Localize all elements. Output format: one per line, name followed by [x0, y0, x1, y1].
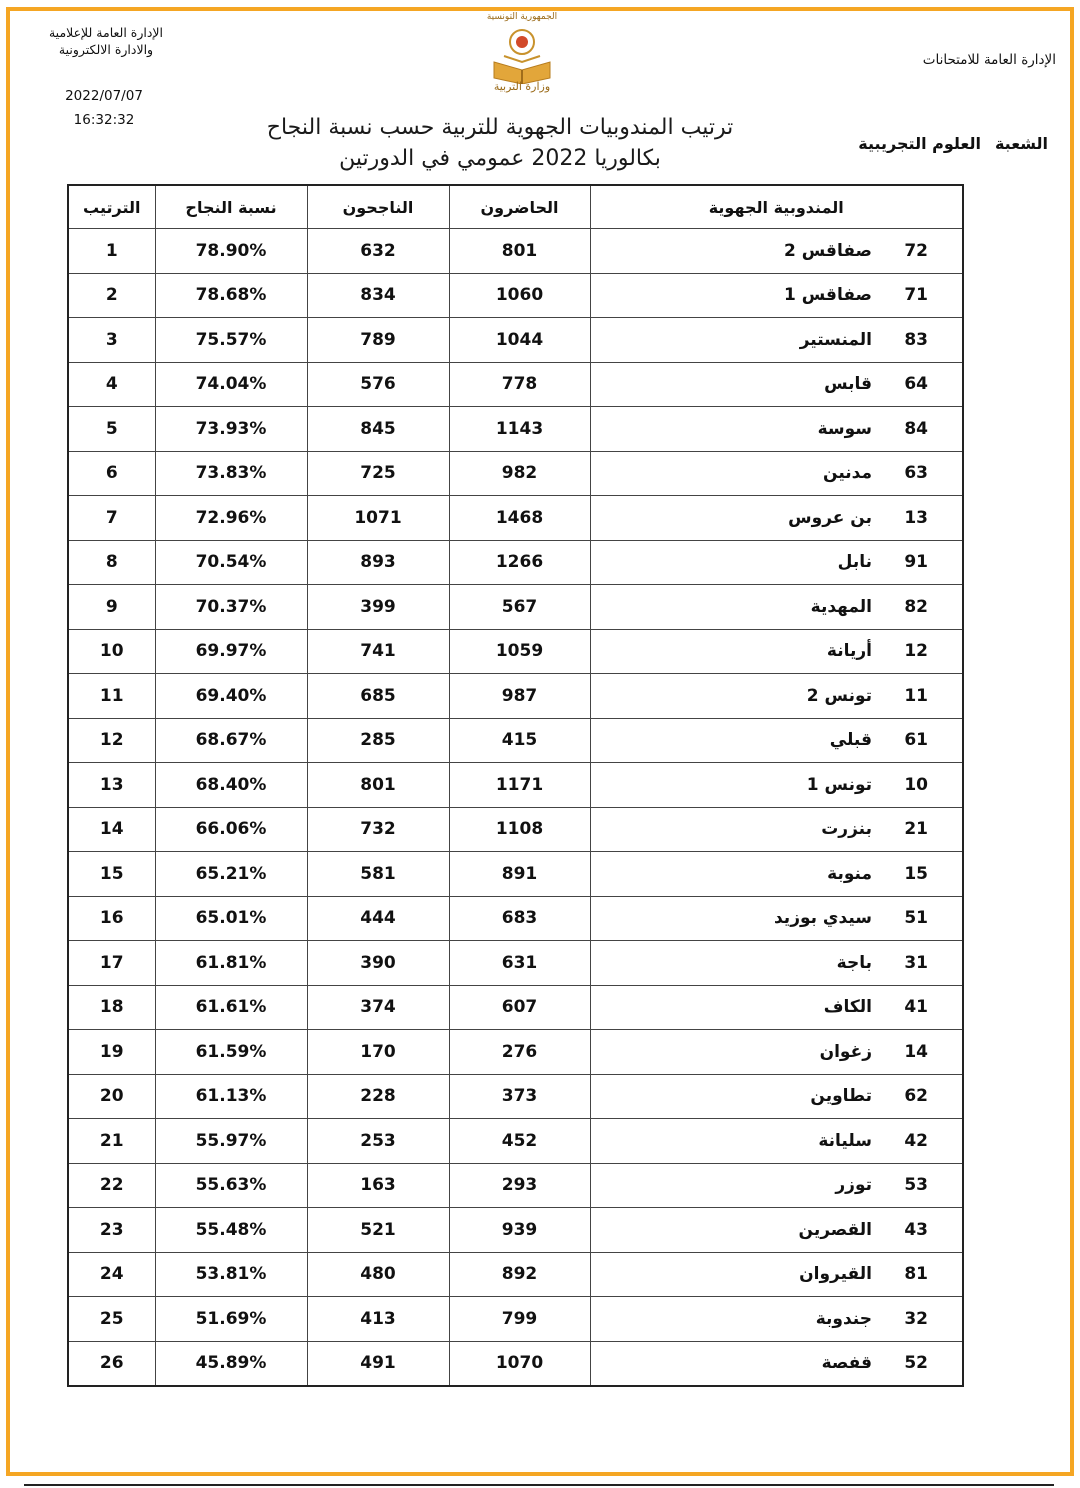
- emblem-icon: [490, 22, 554, 84]
- region-name: بنزرت: [821, 819, 872, 840]
- present-cell: 1143: [449, 407, 590, 452]
- rank-cell: 5: [68, 407, 155, 452]
- region-name: نابل: [837, 552, 872, 573]
- table-row: [68, 407, 963, 452]
- rate-cell: 69.40%: [155, 674, 307, 719]
- table-row: [68, 629, 963, 674]
- ministry-emblem: [482, 12, 562, 112]
- branch-label: الشعبة: [994, 134, 1048, 153]
- region-name: القصرين: [798, 1219, 872, 1240]
- present-cell: 1070: [449, 1341, 590, 1386]
- table-row: [68, 941, 963, 986]
- rank-cell: 15: [68, 852, 155, 897]
- present-cell: 415: [449, 718, 590, 763]
- table-row: [68, 674, 963, 719]
- region-cell: [590, 1297, 963, 1342]
- rate-cell: 73.83%: [155, 451, 307, 496]
- table-row: [68, 273, 963, 318]
- rank-cell: 18: [68, 985, 155, 1030]
- region-name: المنستير: [799, 329, 872, 350]
- table-row: [68, 1163, 963, 1208]
- rank-cell: 25: [68, 1297, 155, 1342]
- present-cell: 452: [449, 1119, 590, 1164]
- passed-cell: 685: [307, 674, 449, 719]
- region-code: 53: [904, 1175, 928, 1196]
- region-name: سليانة: [818, 1130, 872, 1151]
- rank-cell: 14: [68, 807, 155, 852]
- rate-cell: 61.61%: [155, 985, 307, 1030]
- present-cell: 1060: [449, 273, 590, 318]
- rate-cell: 55.63%: [155, 1163, 307, 1208]
- region-cell: [590, 318, 963, 363]
- results-table: [67, 184, 964, 1387]
- region-cell: [590, 985, 963, 1030]
- title-line1: ترتيب المندوبيات الجهوية للتربية حسب نسبة النجاح: [266, 115, 734, 140]
- region-code: 41: [904, 997, 928, 1018]
- rank-cell: 23: [68, 1208, 155, 1253]
- region-cell: [590, 496, 963, 541]
- table-row: [68, 318, 963, 363]
- header-region: المندوبية الجهوية: [590, 185, 963, 229]
- rate-cell: 75.57%: [155, 318, 307, 363]
- time-text: 16:32:32: [73, 112, 135, 128]
- region-cell: [590, 451, 963, 496]
- header-rank: الترتيب: [68, 185, 155, 229]
- present-cell: 939: [449, 1208, 590, 1253]
- region-name: قابس: [824, 374, 872, 395]
- passed-cell: 725: [307, 451, 449, 496]
- table-row: [68, 540, 963, 585]
- rank-cell: 21: [68, 1119, 155, 1164]
- present-cell: 778: [449, 362, 590, 407]
- rate-cell: 45.89%: [155, 1341, 307, 1386]
- present-cell: 293: [449, 1163, 590, 1208]
- table-row: [68, 807, 963, 852]
- region-name: بن عروس: [788, 507, 872, 528]
- region-code: 13: [904, 507, 928, 528]
- region-name: زغوان: [819, 1041, 872, 1062]
- region-name: الكاف: [823, 997, 872, 1018]
- region-cell: [590, 1074, 963, 1119]
- region-code: 91: [904, 552, 928, 573]
- region-cell: [590, 1208, 963, 1253]
- passed-cell: 789: [307, 318, 449, 363]
- rank-cell: 16: [68, 896, 155, 941]
- region-cell: [590, 718, 963, 763]
- region-code: 52: [904, 1353, 928, 1374]
- document-title: [150, 112, 850, 174]
- present-cell: 1266: [449, 540, 590, 585]
- present-cell: 567: [449, 585, 590, 630]
- region-cell: [590, 852, 963, 897]
- region-code: 81: [904, 1264, 928, 1285]
- table-row: [68, 1297, 963, 1342]
- table-row: [68, 1030, 963, 1075]
- region-name: جندوبة: [815, 1308, 872, 1329]
- rate-cell: 78.90%: [155, 229, 307, 274]
- region-code: 21: [904, 819, 928, 840]
- present-cell: 892: [449, 1252, 590, 1297]
- region-name: صفاقس 1: [784, 285, 872, 306]
- rank-cell: 8: [68, 540, 155, 585]
- rank-cell: 7: [68, 496, 155, 541]
- region-name: سيدي بوزيد: [773, 908, 872, 929]
- region-cell: [590, 1030, 963, 1075]
- issuer-right: الإدارة العامة للامتحانات: [922, 52, 1056, 68]
- table-row: [68, 362, 963, 407]
- region-cell: [590, 674, 963, 719]
- passed-cell: 374: [307, 985, 449, 1030]
- region-name: مدنين: [823, 463, 872, 484]
- table-row: [68, 1208, 963, 1253]
- rate-cell: 66.06%: [155, 807, 307, 852]
- rank-cell: 1: [68, 229, 155, 274]
- present-cell: 982: [449, 451, 590, 496]
- rate-cell: 55.48%: [155, 1208, 307, 1253]
- present-cell: 631: [449, 941, 590, 986]
- rank-cell: 19: [68, 1030, 155, 1075]
- header-passed: الناجحون: [307, 185, 449, 229]
- rate-cell: 78.68%: [155, 273, 307, 318]
- region-code: 61: [904, 730, 928, 751]
- rate-cell: 74.04%: [155, 362, 307, 407]
- rate-cell: 51.69%: [155, 1297, 307, 1342]
- present-cell: 276: [449, 1030, 590, 1075]
- region-cell: [590, 1163, 963, 1208]
- rate-cell: 70.37%: [155, 585, 307, 630]
- table-row: [68, 229, 963, 274]
- passed-cell: 741: [307, 629, 449, 674]
- present-cell: 1059: [449, 629, 590, 674]
- rank-cell: 4: [68, 362, 155, 407]
- table-row: [68, 585, 963, 630]
- region-code: 83: [904, 329, 928, 350]
- region-name: قبلي: [829, 730, 872, 751]
- rate-cell: 61.13%: [155, 1074, 307, 1119]
- header-present: الحاضرون: [449, 185, 590, 229]
- passed-cell: 228: [307, 1074, 449, 1119]
- present-cell: 1044: [449, 318, 590, 363]
- table-row: [68, 1341, 963, 1386]
- passed-cell: 413: [307, 1297, 449, 1342]
- region-code: 72: [904, 240, 928, 261]
- table-row: [68, 852, 963, 897]
- region-code: 62: [904, 1086, 928, 1107]
- passed-cell: 253: [307, 1119, 449, 1164]
- region-name: أريانة: [826, 641, 872, 662]
- region-name: القيروان: [799, 1264, 872, 1285]
- region-code: 31: [904, 952, 928, 973]
- region-name: صفاقس 2: [784, 240, 872, 261]
- region-code: 42: [904, 1130, 928, 1151]
- rank-cell: 9: [68, 585, 155, 630]
- region-code: 14: [904, 1041, 928, 1062]
- table-row: [68, 496, 963, 541]
- region-code: 15: [904, 863, 928, 884]
- present-cell: 1468: [449, 496, 590, 541]
- passed-cell: 893: [307, 540, 449, 585]
- passed-cell: 444: [307, 896, 449, 941]
- region-code: 12: [904, 641, 928, 662]
- issuer-left-line1: الإدارة العامة للإعلامية: [48, 25, 164, 40]
- rank-cell: 2: [68, 273, 155, 318]
- rate-cell: 53.81%: [155, 1252, 307, 1297]
- passed-cell: 581: [307, 852, 449, 897]
- passed-cell: 576: [307, 362, 449, 407]
- region-code: 32: [904, 1308, 928, 1329]
- present-cell: 987: [449, 674, 590, 719]
- rate-cell: 61.81%: [155, 941, 307, 986]
- region-code: 51: [904, 908, 928, 929]
- region-name: تطاوين: [810, 1086, 872, 1107]
- region-name: قفصة: [821, 1353, 872, 1374]
- passed-cell: 170: [307, 1030, 449, 1075]
- region-cell: [590, 1252, 963, 1297]
- region-cell: [590, 362, 963, 407]
- rank-cell: 10: [68, 629, 155, 674]
- table-row: [68, 985, 963, 1030]
- region-cell: [590, 1341, 963, 1386]
- rank-cell: 26: [68, 1341, 155, 1386]
- rank-cell: 3: [68, 318, 155, 363]
- region-cell: [590, 229, 963, 274]
- passed-cell: 285: [307, 718, 449, 763]
- region-name: المهدية: [810, 596, 872, 617]
- passed-cell: 480: [307, 1252, 449, 1297]
- region-name: باجة: [836, 952, 872, 973]
- title-line2: بكالوريا 2022 عمومي في الدورتين: [339, 146, 661, 171]
- passed-cell: 834: [307, 273, 449, 318]
- present-cell: 891: [449, 852, 590, 897]
- rate-cell: 68.40%: [155, 763, 307, 808]
- table-row: [68, 1252, 963, 1297]
- rate-cell: 68.67%: [155, 718, 307, 763]
- region-cell: [590, 540, 963, 585]
- rank-cell: 12: [68, 718, 155, 763]
- emblem-caption: وزارة التربية: [493, 80, 551, 93]
- passed-cell: 632: [307, 229, 449, 274]
- branch-value: العلوم التجريبية: [858, 134, 981, 153]
- region-code: 64: [904, 374, 928, 395]
- timestamp: [48, 84, 160, 132]
- region-cell: [590, 763, 963, 808]
- table-row: [68, 451, 963, 496]
- rank-cell: 11: [68, 674, 155, 719]
- region-name: منوبة: [827, 863, 872, 884]
- region-name: سوسة: [817, 418, 872, 439]
- present-cell: 373: [449, 1074, 590, 1119]
- rate-cell: 55.97%: [155, 1119, 307, 1164]
- present-cell: 801: [449, 229, 590, 274]
- bottom-rule: [24, 1484, 1054, 1486]
- passed-cell: 521: [307, 1208, 449, 1253]
- region-code: 10: [904, 774, 928, 795]
- passed-cell: 801: [307, 763, 449, 808]
- passed-cell: 390: [307, 941, 449, 986]
- passed-cell: 845: [307, 407, 449, 452]
- table-row: [68, 896, 963, 941]
- header-rate: نسبة النجاح: [155, 185, 307, 229]
- region-code: 82: [904, 596, 928, 617]
- issuer-left: [22, 24, 190, 58]
- region-code: 11: [904, 685, 928, 706]
- rank-cell: 6: [68, 451, 155, 496]
- present-cell: 1108: [449, 807, 590, 852]
- present-cell: 607: [449, 985, 590, 1030]
- present-cell: 683: [449, 896, 590, 941]
- region-cell: [590, 941, 963, 986]
- region-code: 71: [904, 285, 928, 306]
- region-code: 63: [904, 463, 928, 484]
- table-row: [68, 718, 963, 763]
- date-text: 2022/07/07: [65, 88, 143, 104]
- passed-cell: 1071: [307, 496, 449, 541]
- present-cell: 799: [449, 1297, 590, 1342]
- table-row: [68, 1119, 963, 1164]
- rank-cell: 13: [68, 763, 155, 808]
- region-code: 84: [904, 418, 928, 439]
- passed-cell: 163: [307, 1163, 449, 1208]
- passed-cell: 491: [307, 1341, 449, 1386]
- region-code: 43: [904, 1219, 928, 1240]
- passed-cell: 732: [307, 807, 449, 852]
- issuer-left-line2: والادارة الالكترونية: [58, 42, 154, 57]
- region-cell: [590, 896, 963, 941]
- region-cell: [590, 273, 963, 318]
- rate-cell: 61.59%: [155, 1030, 307, 1075]
- rank-cell: 17: [68, 941, 155, 986]
- emblem-top-text: الجمهورية التونسية: [486, 12, 558, 22]
- branch-field: [858, 134, 1048, 153]
- rate-cell: 69.97%: [155, 629, 307, 674]
- rate-cell: 65.21%: [155, 852, 307, 897]
- region-name: تونس 2: [806, 685, 872, 706]
- region-cell: [590, 629, 963, 674]
- rate-cell: 72.96%: [155, 496, 307, 541]
- rank-cell: 20: [68, 1074, 155, 1119]
- passed-cell: 399: [307, 585, 449, 630]
- table-header-row: [68, 185, 963, 229]
- rate-cell: 70.54%: [155, 540, 307, 585]
- region-name: توزر: [835, 1175, 872, 1196]
- rank-cell: 24: [68, 1252, 155, 1297]
- table-row: [68, 1074, 963, 1119]
- rate-cell: 65.01%: [155, 896, 307, 941]
- region-cell: [590, 807, 963, 852]
- region-cell: [590, 1119, 963, 1164]
- rank-cell: 22: [68, 1163, 155, 1208]
- rate-cell: 73.93%: [155, 407, 307, 452]
- present-cell: 1171: [449, 763, 590, 808]
- region-cell: [590, 585, 963, 630]
- region-name: تونس 1: [806, 774, 872, 795]
- table-row: [68, 763, 963, 808]
- region-cell: [590, 407, 963, 452]
